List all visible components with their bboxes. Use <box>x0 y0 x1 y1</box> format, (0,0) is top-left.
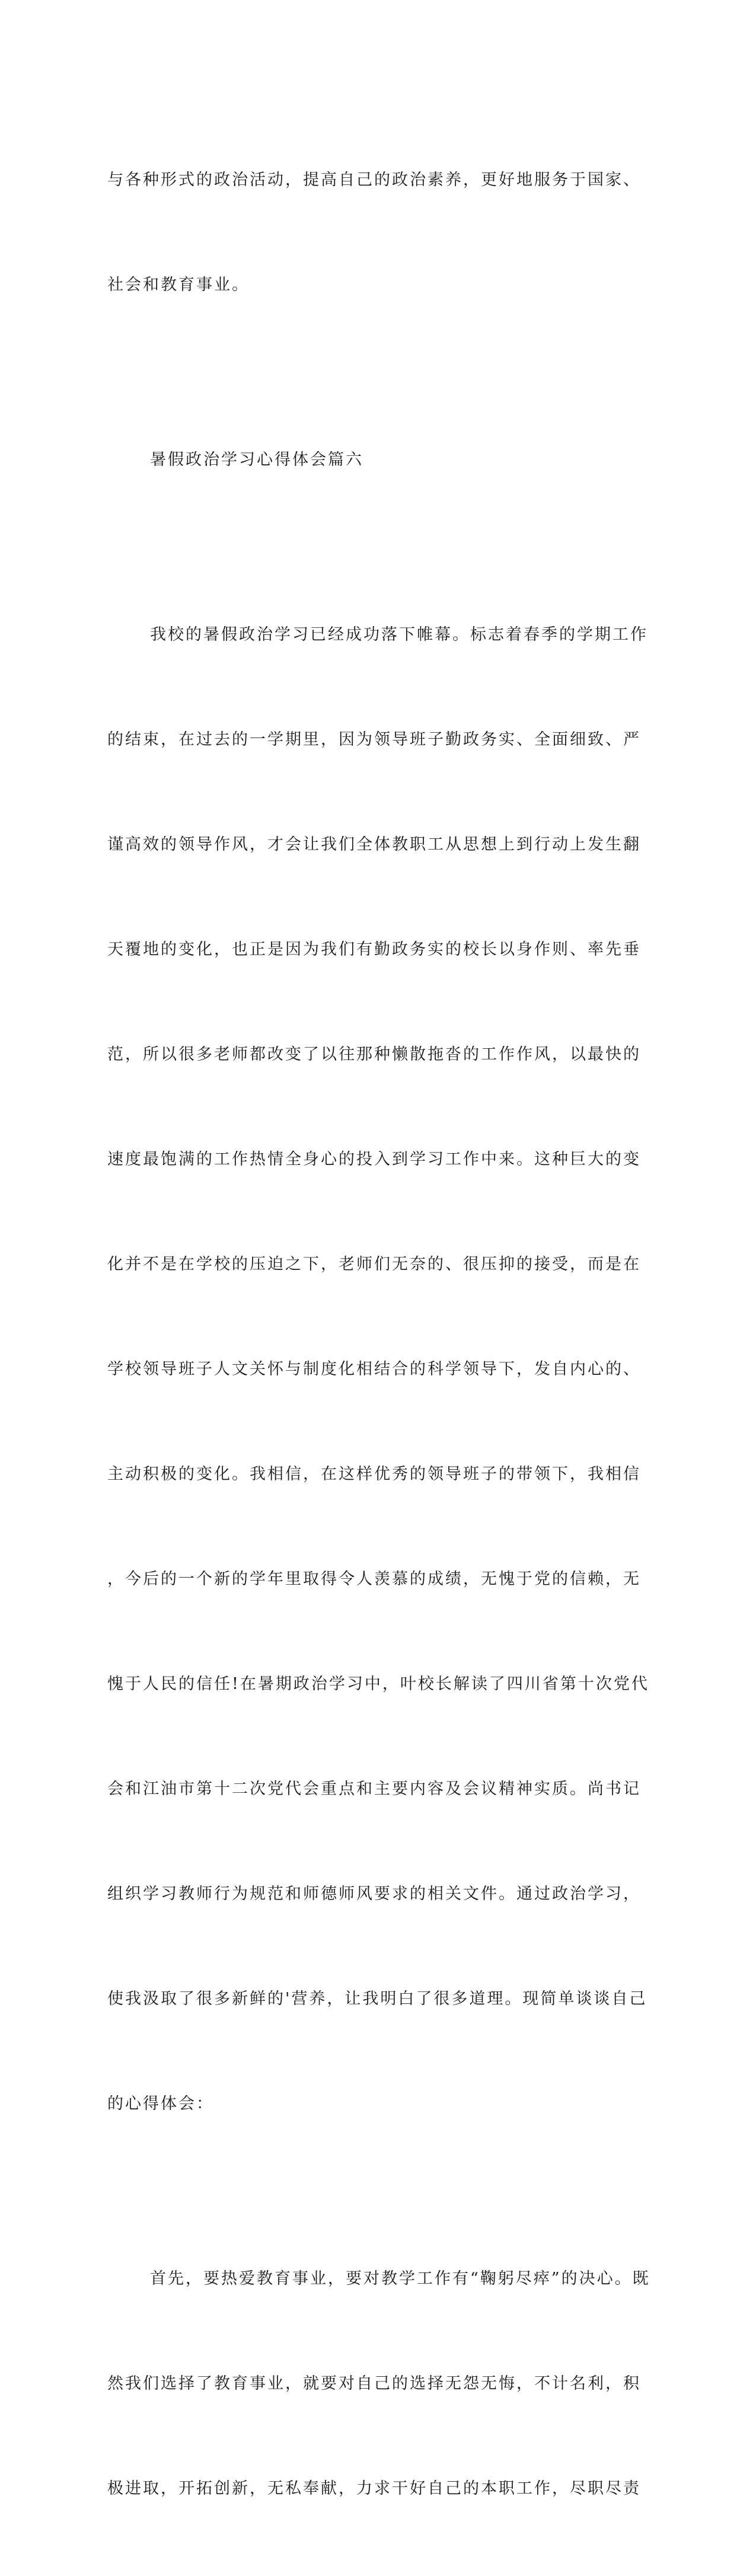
document-body <box>107 92 650 2576</box>
text-line: 谨高效的领导作风，才会让我们全体教职工从思想上到行动上发生翻 <box>107 835 641 854</box>
paragraph-intro-continuation <box>107 92 641 372</box>
paragraph-body-1 <box>107 547 649 2191</box>
section-heading <box>107 372 613 547</box>
text-line: 天覆地的变化，也正是因为我们有勤政务实的校长以身作则、率先垂 <box>107 940 641 959</box>
text-line: 愧于人民的信任!在暑期政治学习中，叶校长解读了四川省第十次党代 <box>107 1675 649 1693</box>
text-line: 会和江油市第十二次党代会重点和主要内容及会议精神实质。尚书记 <box>107 1780 641 1798</box>
text-line: 首先，要热爱教育事业，要对教学工作有“鞠躬尽瘁”的决心。既 <box>150 2269 650 2288</box>
text-line: 主动积极的变化。我相信，在这样优秀的领导班子的带领下，我相信 <box>107 1465 641 1483</box>
heading-line: 暑假政治学习心得体会篇六 <box>150 451 363 469</box>
text-line: 我校的暑假政治学习已经成功落下帷幕。标志着春季的学期工作 <box>150 625 648 644</box>
text-line: 组织学习教师行为规范和师德师风要求的相关文件。通过政治学习， <box>107 1885 641 1903</box>
text-line: 速度最饱满的工作热情全身心的投入到学习工作中来。这种巨大的变 <box>107 1150 641 1169</box>
text-line: 然我们选择了教育事业，就要对自己的选择无怨无悔，不计名利，积 <box>107 2374 641 2393</box>
text-line: 极进取，开拓创新，无私奉献，力求干好自己的本职工作，尽职尽责 <box>107 2479 641 2498</box>
text-line: 学校领导班子人文关怀与制度化相结合的科学领导下，发自内心的、 <box>107 1360 641 1378</box>
text-line: 的心得体会： <box>107 2095 214 2113</box>
text-line: 化并不是在学校的压迫之下，老师们无奈的、很压抑的接受，而是在 <box>107 1255 641 1273</box>
paragraph-body-2 <box>107 2191 650 2576</box>
text-line: 与各种形式的政治活动，提高自己的政治素养，更好地服务于国家、 <box>107 171 641 189</box>
text-line: 范，所以很多老师都改变了以往那种懒散拖沓的工作作风，以最快的 <box>107 1045 641 1064</box>
text-line: 使我汲取了很多新鲜的'营养，让我明白了很多道理。现简单谈谈自己 <box>107 1990 647 2008</box>
text-line: 的结束，在过去的一学期里，因为领导班子勤政务实、全面细致、严 <box>107 730 641 749</box>
text-line: ，今后的一个新的学年里取得令人羡慕的成绩，无愧于党的信赖，无 <box>107 1570 641 1588</box>
text-line: 社会和教育事业。 <box>107 276 250 294</box>
